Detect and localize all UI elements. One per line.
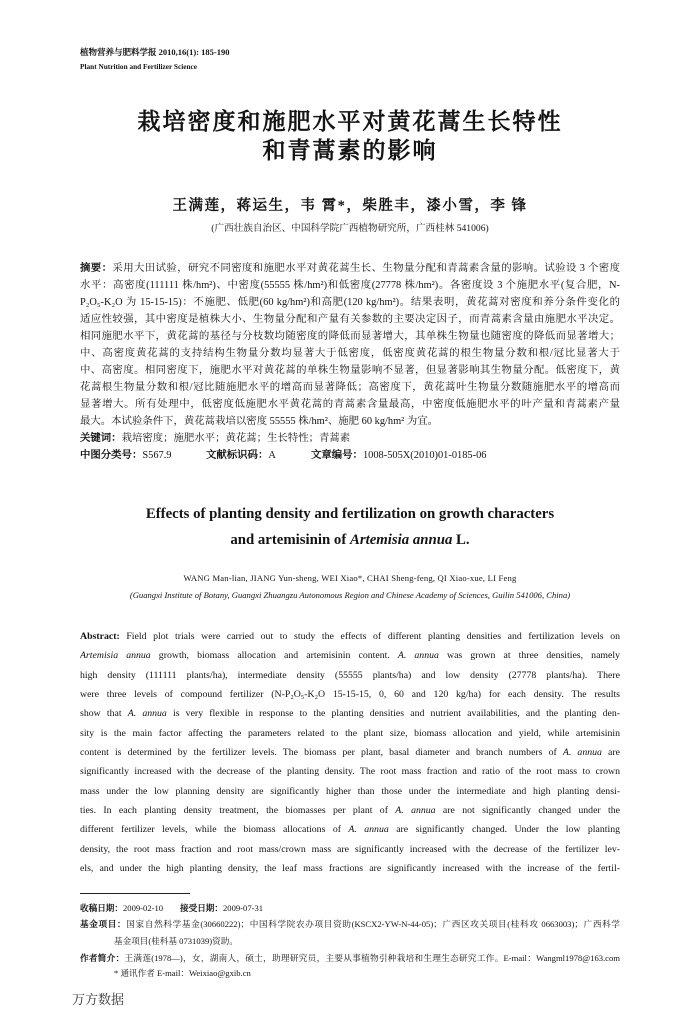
funding-label: 基金项目： [80, 919, 127, 929]
abstract-en-line [80, 801, 620, 820]
abstract-cn-line: P₂O₅-K₂O 为 15-15-15)：不施肥、低肥(60 kg/hm²)和高肥(120 kg/hm²)。结果表明，黄花蒿对密度和养分条件变化的 [80, 297, 620, 308]
abstract-en-label: Abstract: [80, 631, 120, 642]
received-date: 2009-02-10 [122, 903, 164, 913]
abstract-cn-line: 花蒿根生物量分数和根/冠比随施肥水平的增高而显著降低；高密度下，黄花蒿叶生物量分数随施肥水平的增高而 [80, 382, 620, 393]
title-en-text: and artemisinin of [230, 532, 350, 548]
abstract-en [80, 627, 620, 878]
abstract-en-text: mass under the low planning density are significantly higher than those under the intermediate and high planting densi- [80, 785, 620, 797]
doc-code-label: 文献标识码： [206, 450, 269, 461]
author-bio-text: 王满莲(1978—)，女，湖南人，硕士，助理研究员，主要从事植物引种栽培和生理生态研究工作。E-mail：Wangml1978@163.com [124, 953, 620, 963]
clc-code: S567.9 [142, 450, 172, 461]
abstract-en-text: are [601, 746, 620, 758]
species-name: Artemisia annua [349, 532, 453, 548]
accepted-field [180, 901, 263, 915]
abstract-cn-line: 最大。本试验条件下，黄花蒿栽培以密度 55555 株/hm²、施肥 60 kg/hm² 为宜。 [80, 416, 439, 427]
abstract-cn-line: 适应性较强，其中密度是植株大小、生物量分配和产量有关参数的主要决定因子，而青蒿素含量由施肥水平决定。 [80, 314, 620, 325]
abstract-en-text: ties. In each planting density treatment, the biomasses per plant of [80, 804, 396, 816]
abstract-en-line [80, 666, 620, 685]
accepted-date: 2009-07-31 [222, 903, 264, 913]
authors-en: WANG Man-lian, JIANG Yun-sheng, WEI Xiao*, CHAI Sheng-feng, QI Xiao-xue, LI Feng [183, 573, 517, 583]
doc-code: A [268, 450, 276, 461]
title-cn-line-2: 和青蒿素的影响 [262, 138, 438, 164]
footnote-funding [80, 917, 620, 931]
abstract-en-line [80, 820, 620, 839]
journal-header-en: Plant Nutrition and Fertilizer Science [80, 62, 197, 71]
abstract-en-text: significantly increased with the decrease of the planting density. The root mass fraction and ratio of the root mass to crown [80, 766, 620, 778]
title-cn-line-1: 栽培密度和施肥水平对黄花蒿生长特性 [137, 109, 563, 135]
species-name: Artemisia annua [80, 650, 151, 662]
classification-line [80, 447, 620, 464]
abstract-en-text: sity is the main factor affecting the parameters related to the plant size, biomass allocation and yield, while artemisinin [80, 727, 620, 739]
abstract-cn-line: 显著增大。所有处理中，低密度低施肥水平黄花蒿的青蒿素含量最高，中密度低施肥水平的叶产量和青蒿素产量 [80, 399, 620, 410]
authors-cn: 王满莲，蒋运生，韦 霄*，柴胜丰，漆小雪，李 锋 [172, 198, 528, 214]
abstract-en-text: is very flexible in response to the planting densities and nutrient availabilities, and the planting den- [166, 708, 620, 720]
abstract-en-text: were three levels of compound fertilizer (N-P₂O₅-K₂O 15-15-15, 0, 60 and 120 kg/ha) for each density. The results [80, 688, 620, 700]
author-bio-label: 作者简介： [80, 953, 125, 963]
abstract-cn-line: 中、高密度。相同密度下，施肥水平对黄花蒿的单株生物量影响不显著，但显著影响其生物量分配。低密度下，黄 [80, 365, 620, 376]
abstract-cn-text: 采用大田试验，研究不同密度和施肥水平对黄花蒿生长、生物量分配和青蒿素含量的影响。试验设 3 个密度 [112, 263, 620, 274]
abstract-en-text: show that [80, 708, 128, 720]
affiliation-en: (Guangxi Institute of Botany, Guangxi Zhuangzu Autonomous Region and Chinese Academy of Sciences, Guilin 541006, China) [129, 590, 571, 600]
species-abbrev: A. annua [397, 650, 439, 662]
species-abbrev: A. annua [348, 824, 389, 836]
abstract-en-text: content is determined by the fertilizer levels. The biomass per plant, basal diameter and branch numbers of [80, 746, 563, 758]
abstract-cn-line: 水平：高密度(111111 株/hm²)、中密度(55555 株/hm²)和低密度(27778 株/hm²)。各密度设 3 个施肥水平(复合肥，N- [80, 280, 620, 291]
footnote-rule [80, 893, 190, 894]
abstract-en-text: high density (111111 plants/ha), intermediate density (55555 plants/ha) and low density (27778 plants/ha). There [80, 669, 620, 681]
accepted-label: 接受日期： [180, 903, 223, 913]
abstract-en-line [80, 627, 620, 646]
article-no-field [311, 447, 486, 464]
abstract-cn [80, 260, 620, 464]
footnote-author-bio [80, 951, 620, 965]
abstract-en-line [80, 724, 620, 743]
abstract-en-line [80, 762, 620, 781]
abstract-cn-line: 中、高密度黄花蒿的支持结构生物量分数均显著大于低密度，低密度黄花蒿的根生物量分数和根/冠比显著大于 [80, 348, 620, 359]
abstract-en-text: Field plot trials were carried out to study the effects of different planting densities and fertilization levels on [119, 631, 620, 642]
abstract-en-line [80, 685, 620, 704]
abstract-en-line [80, 704, 620, 723]
doc-code-field [206, 447, 311, 464]
article-no: 1008-505X(2010)01-0185-06 [362, 450, 487, 461]
received-label: 收稿日期： [80, 903, 123, 913]
clc-label: 中图分类号： [80, 450, 143, 461]
abstract-en-text: different fertilizer levels, while the biomass allocations of [80, 824, 349, 836]
affiliation-cn: (广西壮族自治区、中国科学院广西植物研究所，广西桂林 541006) [211, 223, 489, 234]
received-field [80, 901, 180, 915]
abstract-en-line [80, 743, 620, 762]
journal-header-cn: 植物营养与肥料学报 2010,16(1): 185-190 [80, 47, 230, 57]
abstract-en-line [80, 646, 620, 665]
funding-text: 国家自然科学基金(30660222)；中国科学院农办项目资助(KSCX2-YW-N-44-05)；广西区攻关项目(桂科攻 0663003)；广西科学 [126, 919, 620, 929]
abstract-cn-line: 相同施肥水平下，黄花蒿的基径与分枝数均随密度的降低而显著增大，其单株生物量也随密度的降低而显著增大； [80, 331, 620, 342]
keywords-cn-text: 栽培密度；施肥水平；黄花蒿；生长特性；青蒿素 [121, 433, 351, 444]
abstract-en-text: was grown at three densities, namely [438, 650, 620, 662]
clc-field [80, 447, 206, 464]
abstract-en-text: density, the root mass fraction and root mass/crown mass are significantly increased with the decrease of the fertilizer lev- [80, 843, 620, 855]
watermark: 万方数据 [72, 993, 125, 1008]
keywords-cn-label: 关键词： [80, 433, 122, 444]
abstract-en-line [80, 859, 620, 878]
keywords-cn [80, 430, 620, 447]
abstract-en-text: els, and under the high planting density, the leaf mass fractions are significantly increased with the increase of the fertil- [80, 862, 620, 874]
abstract-en-text: are significantly changed. Under the low planting [388, 824, 620, 836]
footnote-corresponding: * 通讯作者 E-mail：Weixiao@gxib.cn [114, 968, 251, 978]
title-en-line-1: Effects of planting density and fertilization on growth characters [145, 506, 555, 522]
abstract-cn-line [80, 260, 620, 277]
abstract-en-line [80, 782, 620, 801]
abstract-en-text: growth, biomass allocation and artemisinin content. [150, 650, 398, 662]
abstract-en-line [80, 840, 620, 859]
species-abbrev: A. annua [562, 746, 602, 758]
species-abbrev: A. annua [395, 804, 436, 816]
title-en-line-2 [80, 527, 620, 553]
species-abbrev: A. annua [127, 708, 167, 720]
title-en-text: L. [452, 532, 470, 548]
abstract-cn-label: 摘要： [80, 263, 113, 274]
article-no-label: 文章编号： [311, 450, 363, 461]
footnote-funding-cont: 基金项目(桂科基 0731039)资助。 [114, 936, 238, 946]
abstract-en-text: are not significantly changed under the [435, 804, 620, 816]
footnote-dates [80, 901, 620, 915]
